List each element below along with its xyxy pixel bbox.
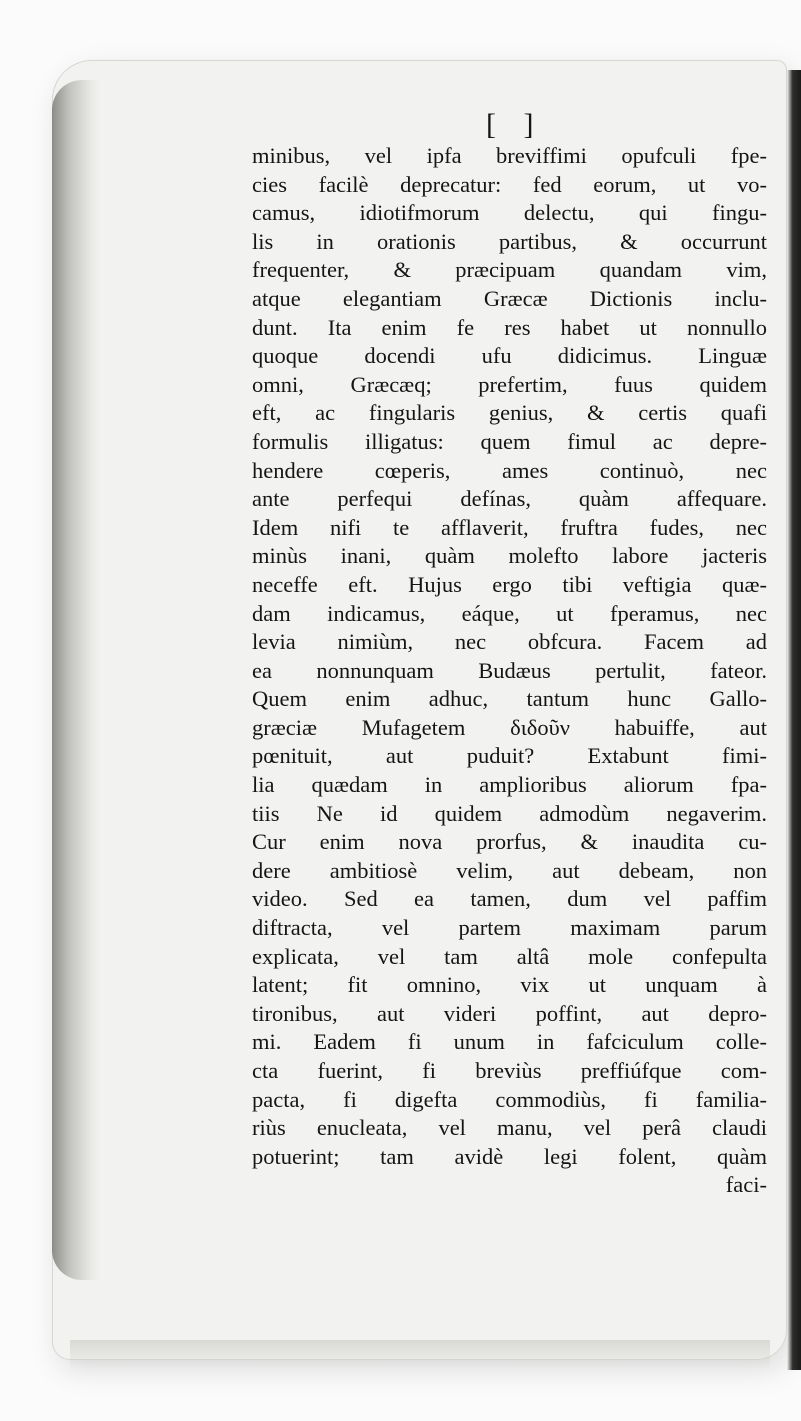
text-line: formulis illigatus: quem fimul ac depre- [252, 428, 767, 454]
text-line: camus, idiotifmorum delectu, qui fingu- [252, 200, 767, 226]
text-line: frequenter, & præcipuam quandam vim, [252, 257, 767, 283]
text-line: Cur enim nova prorfus, & inaudita cu- [252, 829, 767, 855]
text-line: dam indicamus, eáque, ut fperamus, nec [252, 600, 767, 626]
text-line: ante perfequi defínas, quàm affequare. [252, 486, 767, 512]
text-line: cies facilè deprecatur: fed eorum, ut vo- [252, 171, 767, 197]
text-line: diftracta, vel partem maximam parum [252, 915, 767, 941]
text-line: lis in orationis partibus, & occurrunt [252, 228, 767, 254]
text-line: mi. Eadem fi unum in fafciculum colle- [252, 1029, 767, 1055]
text-line: potuerint; tam avidè legi folent, quàm [252, 1143, 767, 1169]
bottom-page-shadow [70, 1340, 770, 1370]
text-line: hendere cœperis, ames continuò, nec [252, 457, 767, 483]
page-number-bracket: [ ] [486, 108, 544, 141]
text-line: lia quædam in amplioribus aliorum fpa- [252, 772, 767, 798]
text-line: tiis Ne id quidem admodùm negaverim. [252, 800, 767, 826]
text-line: quoque docendi ufu didicimus. Linguæ [252, 343, 767, 369]
text-line: tironibus, aut videri poffint, aut depro- [252, 1000, 767, 1026]
text-line: levia nimiùm, nec obfcura. Facem ad [252, 629, 767, 655]
text-line: Idem nifi te afflaverit, fruftra fudes, nec [252, 514, 767, 540]
text-line: minibus, vel ipfa breviffimi opufculi fpe- [252, 143, 767, 168]
binding-gutter-shadow [52, 80, 100, 1280]
text-line: cta fuerint, fi breviùs preffiúfque com- [252, 1058, 767, 1083]
text-line: græciæ Mufagetem διδοῦν habuiffe, aut [252, 714, 767, 740]
text-line: minùs inani, quàm molefto labore jacteris [252, 543, 767, 569]
text-line: pacta, fi digefta commodiùs, fi familia- [252, 1086, 767, 1112]
text-line: neceffe eft. Hujus ergo tibi veftigia quæ- [252, 571, 767, 597]
text-line: eft, ac fingularis genius, & certis quafi [252, 400, 767, 426]
text-line: ea nonnunquam Budæus pertulit, fateor. [252, 657, 767, 683]
text-line: latent; fit omnino, vix ut unquam à [252, 972, 767, 998]
text-line: Quem enim adhuc, tantum hunc Gallo- [252, 686, 767, 712]
text-line: dere ambitiosè velim, aut debeam, non [252, 857, 767, 883]
text-line: video. Sed ea tamen, dum vel paffim [252, 886, 767, 912]
text-line: explicata, vel tam altâ mole confepulta [252, 943, 767, 969]
right-page-edge [787, 70, 801, 1370]
latin-text-block [252, 142, 767, 1200]
text-line: pœnituit, aut puduit? Extabunt fimi- [252, 743, 767, 769]
text-line: dunt. Ita enim fe res habet ut nonnullo [252, 314, 767, 340]
catchword: faci- [725, 1172, 767, 1198]
text-line: riùs enucleata, vel manu, vel perâ claudi [252, 1115, 767, 1141]
text-line: omni, Græcæq; prefertim, fuus quidem [252, 371, 767, 397]
text-line: atque elegantiam Græcæ Dictionis inclu- [252, 285, 767, 311]
